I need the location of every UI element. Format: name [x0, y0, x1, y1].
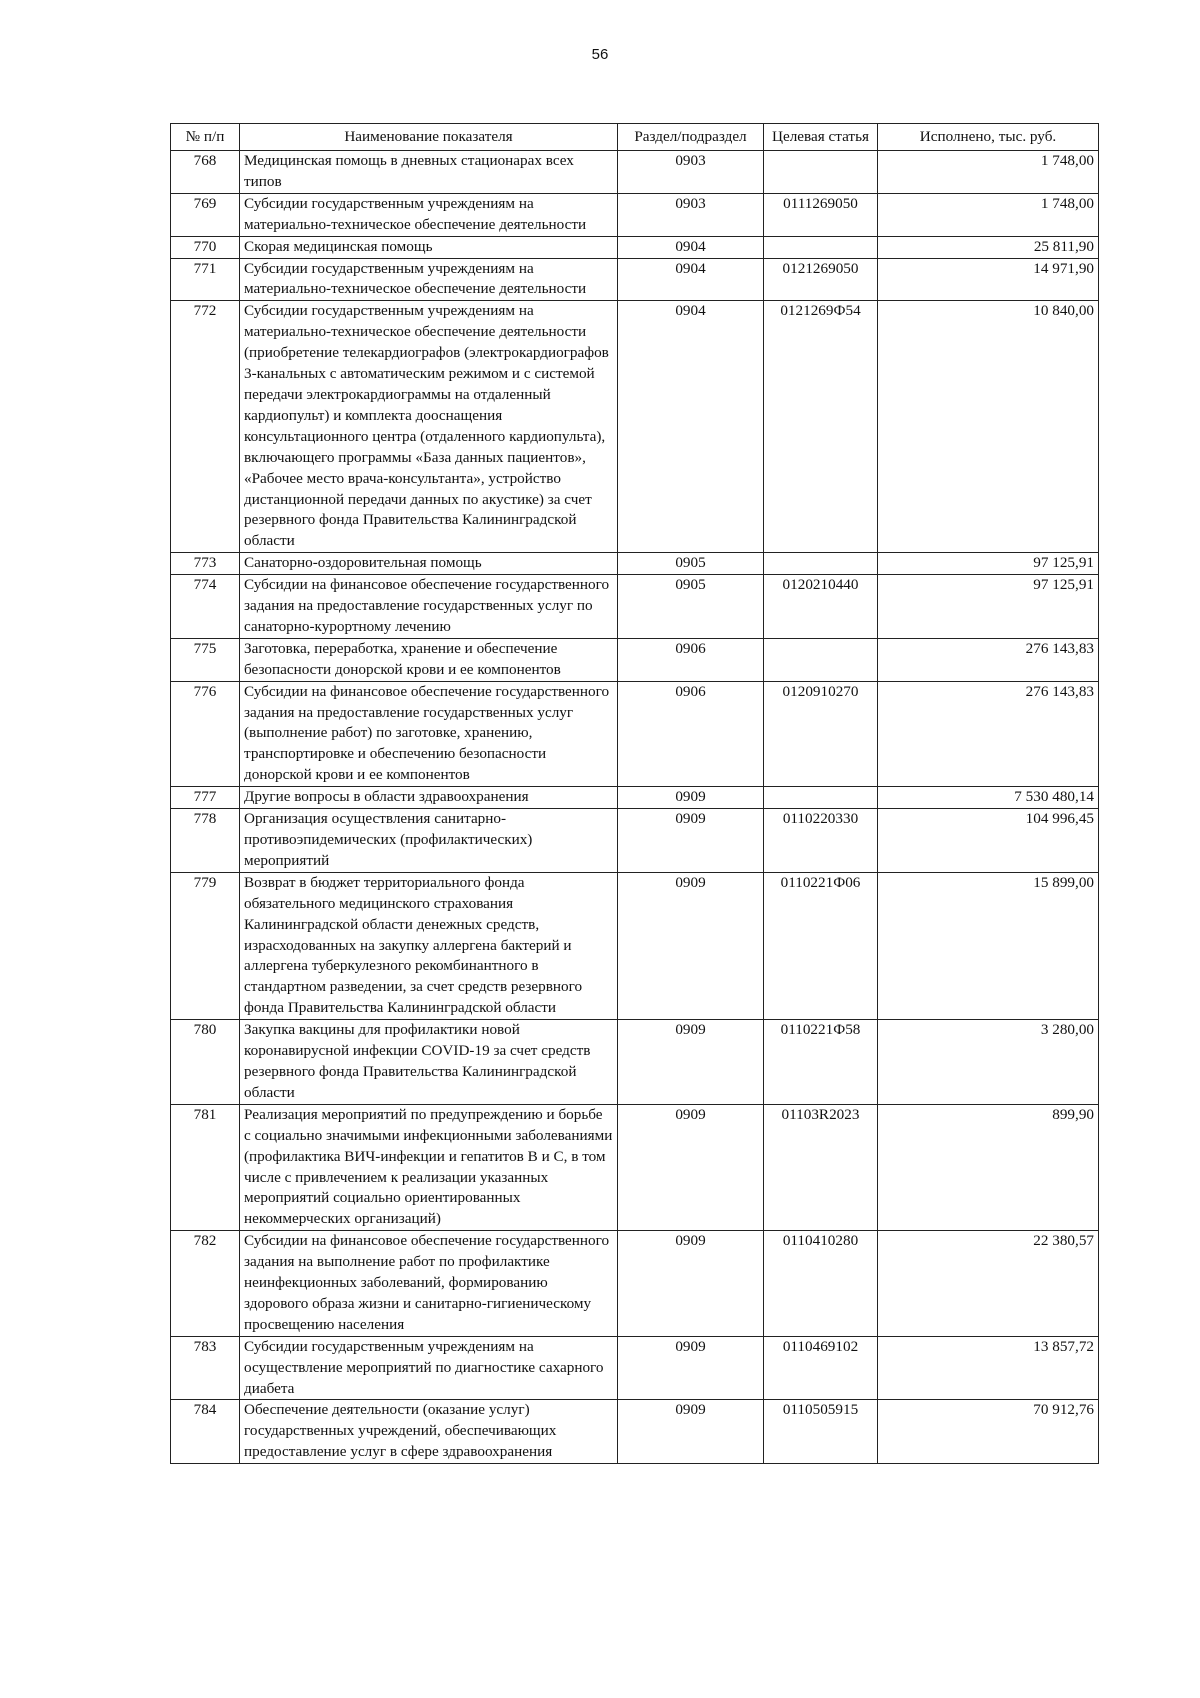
table-row	[171, 1104, 1099, 1230]
row-name: Медицинская помощь в дневных стационарах всех типов	[240, 151, 618, 194]
header-row	[171, 124, 1099, 151]
row-name: Субсидии государственным учреждениям на материально-техническое обеспечение деятельности	[240, 193, 618, 236]
row-amount: 97 125,91	[878, 575, 1099, 639]
row-target: 0110410280	[764, 1231, 878, 1337]
row-amount: 899,90	[878, 1104, 1099, 1230]
row-section: 0909	[618, 809, 764, 873]
page-number: 56	[591, 46, 609, 63]
row-number: 769	[171, 193, 240, 236]
row-amount: 276 143,83	[878, 681, 1099, 787]
header-num: № п/п	[171, 124, 240, 151]
table-row	[171, 301, 1099, 553]
row-number: 775	[171, 638, 240, 681]
row-name: Обеспечение деятельности (оказание услуг) государственных учреждений, обеспечивающих предоставление услуг в сфере здравоохранения	[240, 1400, 618, 1464]
header-amount: Исполнено, тыс. руб.	[878, 124, 1099, 151]
table-row	[171, 809, 1099, 873]
row-section: 0905	[618, 553, 764, 575]
row-amount: 15 899,00	[878, 872, 1099, 1019]
table-row	[171, 872, 1099, 1019]
row-section: 0909	[618, 1104, 764, 1230]
row-number: 784	[171, 1400, 240, 1464]
row-name: Субсидии на финансовое обеспечение государственного задания на предоставление государственных услуг (выполнение работ) по заготовке, хранению, транспортировке и обеспечению безопасности донорской крови и ее компонентов	[240, 681, 618, 787]
row-number: 783	[171, 1336, 240, 1400]
row-amount: 14 971,90	[878, 258, 1099, 301]
row-section: 0904	[618, 258, 764, 301]
row-target: 0121269050	[764, 258, 878, 301]
row-amount: 1 748,00	[878, 193, 1099, 236]
row-number: 777	[171, 787, 240, 809]
row-section: 0906	[618, 681, 764, 787]
row-amount: 22 380,57	[878, 1231, 1099, 1337]
row-target: 0110221Ф06	[764, 872, 878, 1019]
row-number: 774	[171, 575, 240, 639]
row-amount: 104 996,45	[878, 809, 1099, 873]
row-name: Субсидии на финансовое обеспечение государственного задания на выполнение работ по профилактике неинфекционных заболеваний, формированию здорового образа жизни и санитарно-гигиеническому просвещению населения	[240, 1231, 618, 1337]
row-target: 0120910270	[764, 681, 878, 787]
header-section: Раздел/подраздел	[618, 124, 764, 151]
table-row	[171, 787, 1099, 809]
row-number: 771	[171, 258, 240, 301]
row-name: Субсидии государственным учреждениям на материально-техническое обеспечение деятельности (приобретение телекардиографов (электрокардиографов 3-канальных с автоматическим режимом и с системой передачи электрокардиограммы на отдаленный кардиопульт) и комплекта дооснащения консультационного центра (отдаленного кардиопульта), включающего программы «База данных пациентов», «Рабочее место врача-консультанта», устройство дистанционной передачи данных по акустике) за счет резервного фонда Правительства Калининградской области	[240, 301, 618, 553]
table-body	[171, 151, 1099, 1464]
header-target: Целевая статья	[764, 124, 878, 151]
row-number: 780	[171, 1020, 240, 1105]
table-row	[171, 151, 1099, 194]
row-section: 0905	[618, 575, 764, 639]
row-name: Реализация мероприятий по предупреждению и борьбе с социально значимыми инфекционными заболеваниями (профилактика ВИЧ-инфекции и гепатитов В и С, в том числе с привлечением к реализации указанных мероприятий социально ориентированных некоммерческих организаций)	[240, 1104, 618, 1230]
budget-table	[170, 123, 1099, 1464]
row-target: 0110221Ф58	[764, 1020, 878, 1105]
row-number: 778	[171, 809, 240, 873]
table-row	[171, 553, 1099, 575]
row-amount: 276 143,83	[878, 638, 1099, 681]
table-row	[171, 1020, 1099, 1105]
row-name: Субсидии государственным учреждениям на материально-техническое обеспечение деятельности	[240, 258, 618, 301]
row-target: 0120210440	[764, 575, 878, 639]
table-row	[171, 193, 1099, 236]
row-number: 768	[171, 151, 240, 194]
table-row	[171, 681, 1099, 787]
row-target: 0110220330	[764, 809, 878, 873]
row-section: 0904	[618, 301, 764, 553]
row-target: 0110469102	[764, 1336, 878, 1400]
row-section: 0909	[618, 787, 764, 809]
row-name: Возврат в бюджет территориального фонда обязательного медицинского страхования Калининградской области денежных средств, израсходованных на закупку аллергена бактерий и аллергена туберкулезного рекомбинантного в стандартном разведении, за счет средств резервного фонда Правительства Калининградской области	[240, 872, 618, 1019]
row-section: 0909	[618, 1336, 764, 1400]
row-number: 772	[171, 301, 240, 553]
header-name: Наименование показателя	[240, 124, 618, 151]
row-name: Заготовка, переработка, хранение и обеспечение безопасности донорской крови и ее компонентов	[240, 638, 618, 681]
table-row	[171, 1231, 1099, 1337]
row-amount: 3 280,00	[878, 1020, 1099, 1105]
table-row	[171, 638, 1099, 681]
row-number: 776	[171, 681, 240, 787]
row-target	[764, 638, 878, 681]
row-section: 0909	[618, 1231, 764, 1337]
table-row	[171, 1336, 1099, 1400]
row-target	[764, 151, 878, 194]
table-row	[171, 575, 1099, 639]
row-target	[764, 236, 878, 258]
row-amount: 7 530 480,14	[878, 787, 1099, 809]
row-target: 0111269050	[764, 193, 878, 236]
row-number: 781	[171, 1104, 240, 1230]
row-target: 0121269Ф54	[764, 301, 878, 553]
row-name: Санаторно-оздоровительная помощь	[240, 553, 618, 575]
row-amount: 25 811,90	[878, 236, 1099, 258]
row-name: Организация осуществления санитарно-противоэпидемических (профилактических) мероприятий	[240, 809, 618, 873]
table-header	[171, 124, 1099, 151]
table-row	[171, 1400, 1099, 1464]
row-amount: 70 912,76	[878, 1400, 1099, 1464]
row-section: 0906	[618, 638, 764, 681]
row-target	[764, 787, 878, 809]
row-section: 0909	[618, 1400, 764, 1464]
row-section: 0904	[618, 236, 764, 258]
row-amount: 1 748,00	[878, 151, 1099, 194]
row-section: 0909	[618, 1020, 764, 1105]
row-name: Закупка вакцины для профилактики новой коронавирусной инфекции COVID-19 за счет средств резервного фонда Правительства Калининградской области	[240, 1020, 618, 1105]
row-number: 782	[171, 1231, 240, 1337]
row-amount: 10 840,00	[878, 301, 1099, 553]
row-number: 770	[171, 236, 240, 258]
row-section: 0909	[618, 872, 764, 1019]
row-section: 0903	[618, 193, 764, 236]
row-amount: 13 857,72	[878, 1336, 1099, 1400]
row-name: Другие вопросы в области здравоохранения	[240, 787, 618, 809]
row-name: Субсидии государственным учреждениям на осуществление мероприятий по диагностике сахарного диабета	[240, 1336, 618, 1400]
row-number: 779	[171, 872, 240, 1019]
row-amount: 97 125,91	[878, 553, 1099, 575]
table-row	[171, 236, 1099, 258]
row-number: 773	[171, 553, 240, 575]
row-section: 0903	[618, 151, 764, 194]
row-target	[764, 553, 878, 575]
table-row	[171, 258, 1099, 301]
row-name: Субсидии на финансовое обеспечение государственного задания на предоставление государственных услуг по санаторно-курортному лечению	[240, 575, 618, 639]
row-target: 0110505915	[764, 1400, 878, 1464]
row-target: 01103R2023	[764, 1104, 878, 1230]
row-name: Скорая медицинская помощь	[240, 236, 618, 258]
